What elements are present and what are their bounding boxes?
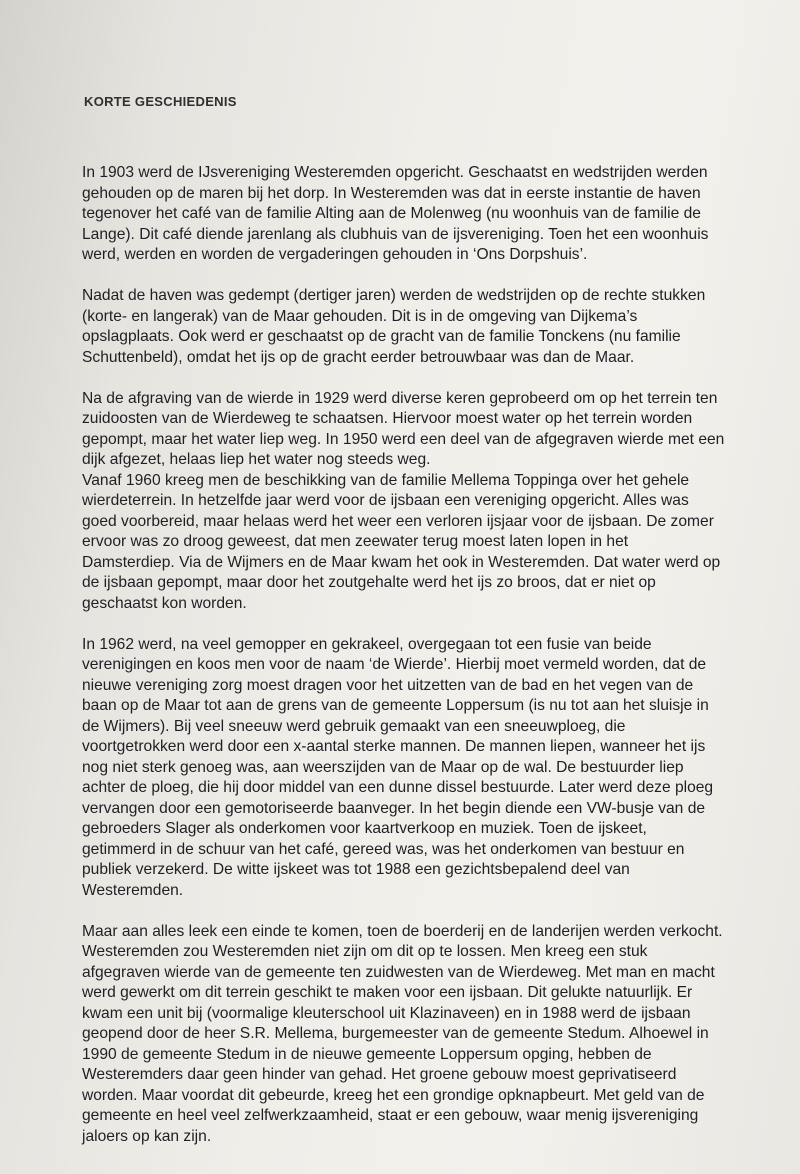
text-line: Westeremden zou Westeremden niet zijn om dit op te lossen. Men kreeg een stuk (82, 943, 648, 960)
text-line: de Wijmers). Bij veel sneeuw werd gebruik gemaakt van een sneeuwploeg, die (82, 717, 626, 735)
text-line: In 1962 werd, na veel gemopper en gekrakeel, overgegaan tot een fusie van beide (82, 635, 652, 653)
text-line: Westeremden. (82, 881, 184, 899)
text-line: kwam een unit bij (voormalige kleuterschool uit Klazinaveen) en in 1988 werd de ijsbaan (82, 1004, 691, 1022)
paragraph (82, 471, 788, 615)
text-line: ervoor was zo droog geweest, dat men zeewater terug moest laten lopen in het (82, 533, 629, 550)
paragraph (82, 286, 788, 368)
text-line: Na de afgraving van de wierde in 1929 werd diverse keren geprobeerd om op het terrein ten (82, 389, 718, 407)
text-line: goed voorbereid, maar helaas werd het weer een verloren ijsjaar voor de ijsbaan. De zomer (82, 512, 714, 530)
text-line: tegenover het café van de familie Alting aan de Molenweg (nu woonhuis van de familie de (82, 205, 701, 222)
text-line: Lange). Dit café diende jarenlang als clubhuis van de ijsvereniging. Toen het een woonhuis (82, 225, 709, 243)
text-line: werd, werden en worden de vergaderingen gehouden in ‘Ons Dorpshuis’. (82, 246, 588, 263)
text-line: In 1903 werd de IJsvereniging Westeremden opgericht. Geschaatst en wedstrijden werden (82, 164, 708, 181)
paragraph (82, 635, 788, 902)
text-line: werd gewerkt om dit terrein geschikt te maken voor een ijsbaan. Dit gelukte natuurlijk. Er (82, 984, 693, 1001)
text-line: Damsterdiep. Via de Wijmers en de Maar kwam het ook in Westeremden. Dat water werd op (82, 553, 721, 571)
paragraph (82, 922, 788, 1148)
text-line: de ijsbaan gepompt, maar door het zoutgehalte werd het ijs zo broos, dat er niet op (82, 574, 656, 591)
text-line: achter de ploeg, die hij door middel van een dunne dissel bestuurde. Later werd deze ploeg (82, 779, 714, 796)
text-line: geschaatst kon worden. (82, 594, 247, 612)
text-line: opslagplaats. Ook werd er geschaatst op de gracht van de familie Tonckens (nu familie (82, 328, 681, 345)
text-line: gebroeders Slager als onderkomen voor kaartverkoop en muziek. Toen de ijskeet, (82, 820, 647, 837)
paragraph (82, 389, 788, 471)
paragraph (82, 163, 788, 266)
text-line: Nadat de haven was gedempt (dertiger jaren) werden de wedstrijden op de rechte stukken (82, 287, 706, 304)
text-line: vervangen door een gemotoriseerde baanveger. In het begin diende een VW-busje van de (82, 799, 706, 817)
document-title: KORTE GESCHIEDENIS (84, 94, 237, 109)
text-line: voortgetrokken werd door een x-aantal sterke mannen. De mannen liepen, wanneer het ijs (82, 738, 706, 755)
text-line: dijk afgezet, helaas liep het water nog steeds weg. (82, 451, 431, 468)
text-line: nieuwe vereniging zorg moest dragen voor het uitzetten van de bad en het vegen van de (82, 676, 694, 694)
text-line: wierdeterrein. In hetzelfde jaar werd voor de ijsbaan een vereniging opgericht. Alles was (82, 492, 689, 509)
text-line: Westeremders daar geen hinder van gehad. Het groene gebouw moest geprivatiseerd (82, 1066, 677, 1083)
text-line: jaloers op kan zijn. (82, 1127, 212, 1145)
text-line: afgegraven wierde van de gemeente ten zuidwesten van de Wierdeweg. Met man en macht (82, 963, 715, 981)
text-line: gemeente en heel veel zelfwerkzaamheid, staat er een gebouw, waar menig ijsvereniging (82, 1107, 699, 1124)
text-line: Schuttenbeld), omdat het ijs op de gracht eerder betrouwbaar was dan de Maar. (82, 348, 635, 366)
text-line: worden. Maar voordat dit gebeurde, kreeg het een grondige opknapbeurt. Met geld van de (82, 1086, 705, 1104)
text-line: gehouden op de maren bij het dorp. In Westeremden was dat in eerste instantie de haven (82, 184, 701, 202)
text-line: 1990 de gemeente Stedum in de nieuwe gemeente Loppersum opging, hebben de (82, 1045, 652, 1063)
text-line: baan op de Maar tot aan de grens van de gemeente Loppersum (is nu tot aan het sluisje in (82, 697, 709, 714)
text-line: gepompt, maar het water liep weg. In 1950 werd een deel van de afgegraven wierde met een (82, 430, 725, 448)
text-line: (korte- en langerak) van de Maar gehouden. Dit is in de omgeving van Dijkema’s (82, 307, 638, 325)
document-body (82, 163, 788, 1168)
text-line: verenigingen en koos men voor de naam ‘de Wierde’. Hierbij moet vermeld worden, dat de (82, 656, 707, 673)
text-line: zuidoosten van de Wierdeweg te schaatsen. Hiervoor moest water op het terrein worden (82, 410, 693, 427)
text-line: geopend door de heer S.R. Mellema, burgemeester van de gemeente Stedum. Alhoewel in (82, 1025, 709, 1042)
text-line: Maar aan alles leek een einde te komen, toen de boerderij en de landerijen werden verkocht. (82, 922, 723, 940)
text-line: nog niet sterk genoeg was, aan weerszijden van de Maar op de wal. De bestuurder liep (82, 758, 684, 776)
text-line: getimmerd in de schuur van het café, gereed was, was het onderkomen van bestuur en (82, 840, 685, 858)
text-line: Vanaf 1960 kreeg men de beschikking van de familie Mellema Toppinga over het gehele (82, 471, 690, 489)
text-line: publiek verzekerd. De witte ijskeet was tot 1988 een gezichtsbepalend deel van (82, 861, 630, 878)
